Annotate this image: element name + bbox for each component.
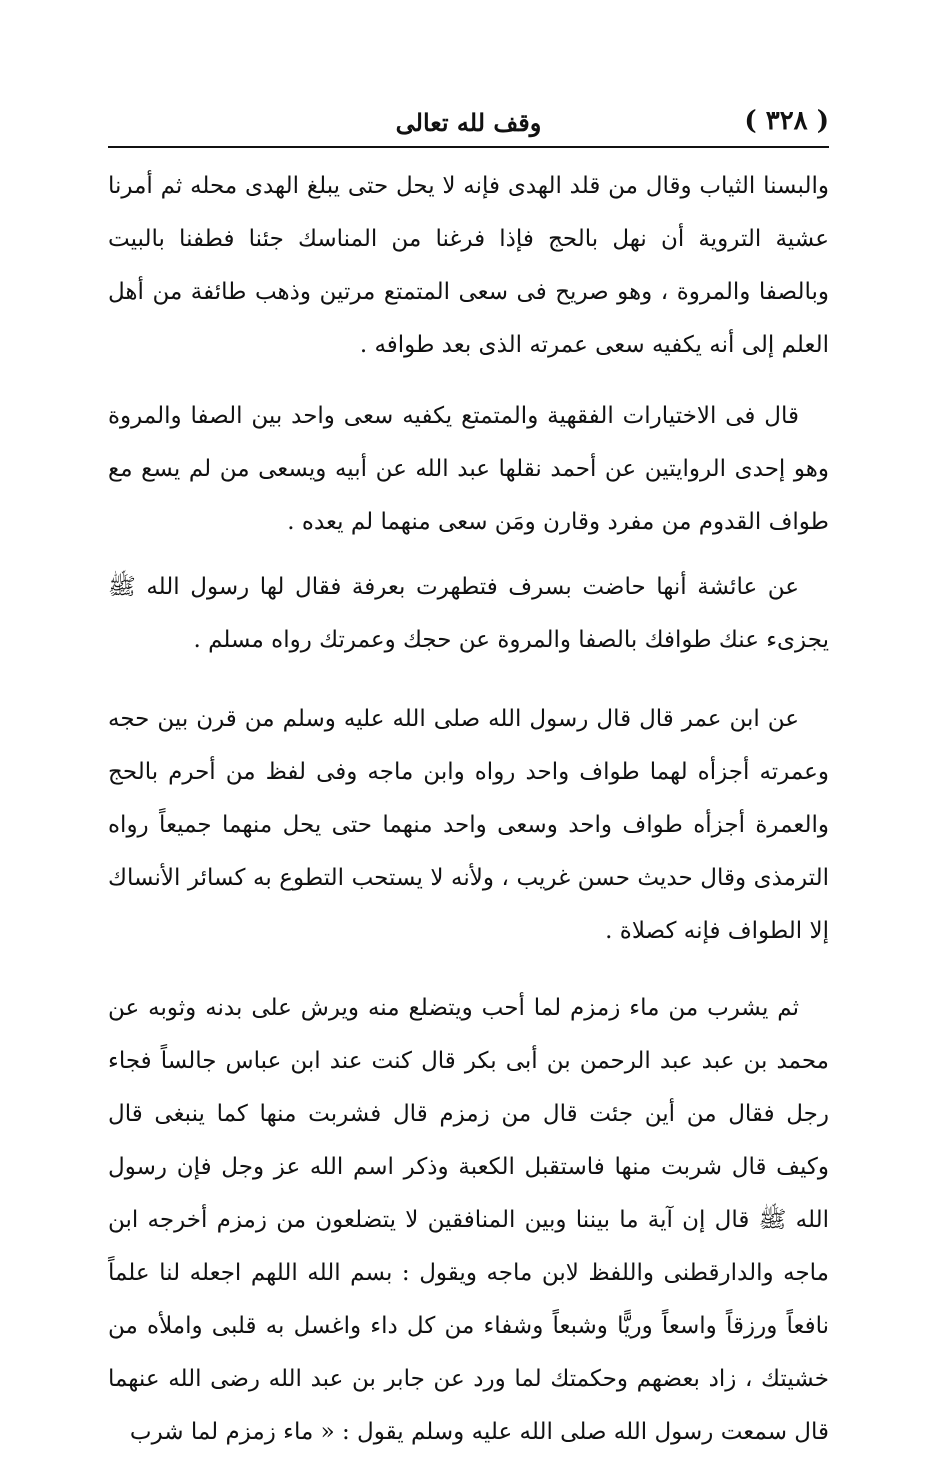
paragraph-1: والبسنا الثياب وقال من قلد الهدى فإنه لا يحل حتى يبلغ الهدى محله ثم أمرنا عشية التروية أن نهل بالحج فإذا فرغنا من المناسك جئنا فطفنا بالبيت وبالصفا والمروة ، وهو صريح فى سعى المتمتع مرتين وذهب طائفة من أهل العلم إلى أنه يكفيه سعى عمرته الذى بعد طوافه . [108, 173, 829, 358]
running-head [108, 96, 829, 148]
header-title: وقف لله تعالى [395, 108, 542, 137]
body-text [108, 160, 829, 1481]
page-number: ( ٣٢٨ ) [744, 106, 829, 136]
paragraph-5: ثم يشرب من ماء زمزم لما أحب ويتضلع منه ويرش على بدنه وثوبه عن محمد بن عبد عبد الرحمن بن أبى بكر قال كنت عند ابن عباس جالساً فجاء رجل فقال من أين جئت قال من زمزم قال فشربت منها كما ينبغى قال وكيف قال شربت منها فاستقبل الكعبة وذكر اسم الله عز وجل فإن رسول الله ﷺ قال إن آية ما بيننا وبين المنافقين لا يتضلعون من زمزم أخرجه ابن ماجه والدارقطنى واللفظ لابن ماجه ويقول : بسم الله اللهم اجعله لنا علماً نافعاً ورزقاً واسعاً وريًّا وشبعاً وشفاء من كل داء واغسل به قلبى واملأه من خشيتك ، زاد بعضهم وحكمتك لما ورد عن جابر بن عبد الله رضى الله عنهما قال سمعت رسول الله صلى الله عليه وسلم يقول : « ماء زمزم لما شرب [108, 995, 829, 1445]
paragraph-2: قال فى الاختيارات الفقهية والمتمتع يكفيه سعى واحد بين الصفا والمروة وهو إحدى الروايتين عن أحمد نقلها عبد الله عن أبيه ويسعى من لم يسع مع طواف القدوم من مفرد وقارن ومَن سعى منهما لم يعده . [108, 403, 829, 535]
paragraph-3: عن عائشة أنها حاضت بسرف فتطهرت بعرفة فقال لها رسول الله ﷺ يجزىء عنك طوافك بالصفا والمروة عن حجك وعمرتك رواه مسلم . [108, 574, 829, 653]
paragraph-4: عن ابن عمر قال قال رسول الله صلى الله عليه وسلم من قرن بين حجه وعمرته أجزأه لهما طواف واحد رواه وابن ماجه وفى لفظ من أحرم بالحج والعمرة أجزأه طواف واحد وسعى واحد منهما حتى يحل منهما جميعاً رواه الترمذى وقال حديث حسن غريب ، ولأنه لا يستحب التطوع به كسائر الأنساك إلا الطواف فإنه كصلاة . [108, 706, 829, 944]
